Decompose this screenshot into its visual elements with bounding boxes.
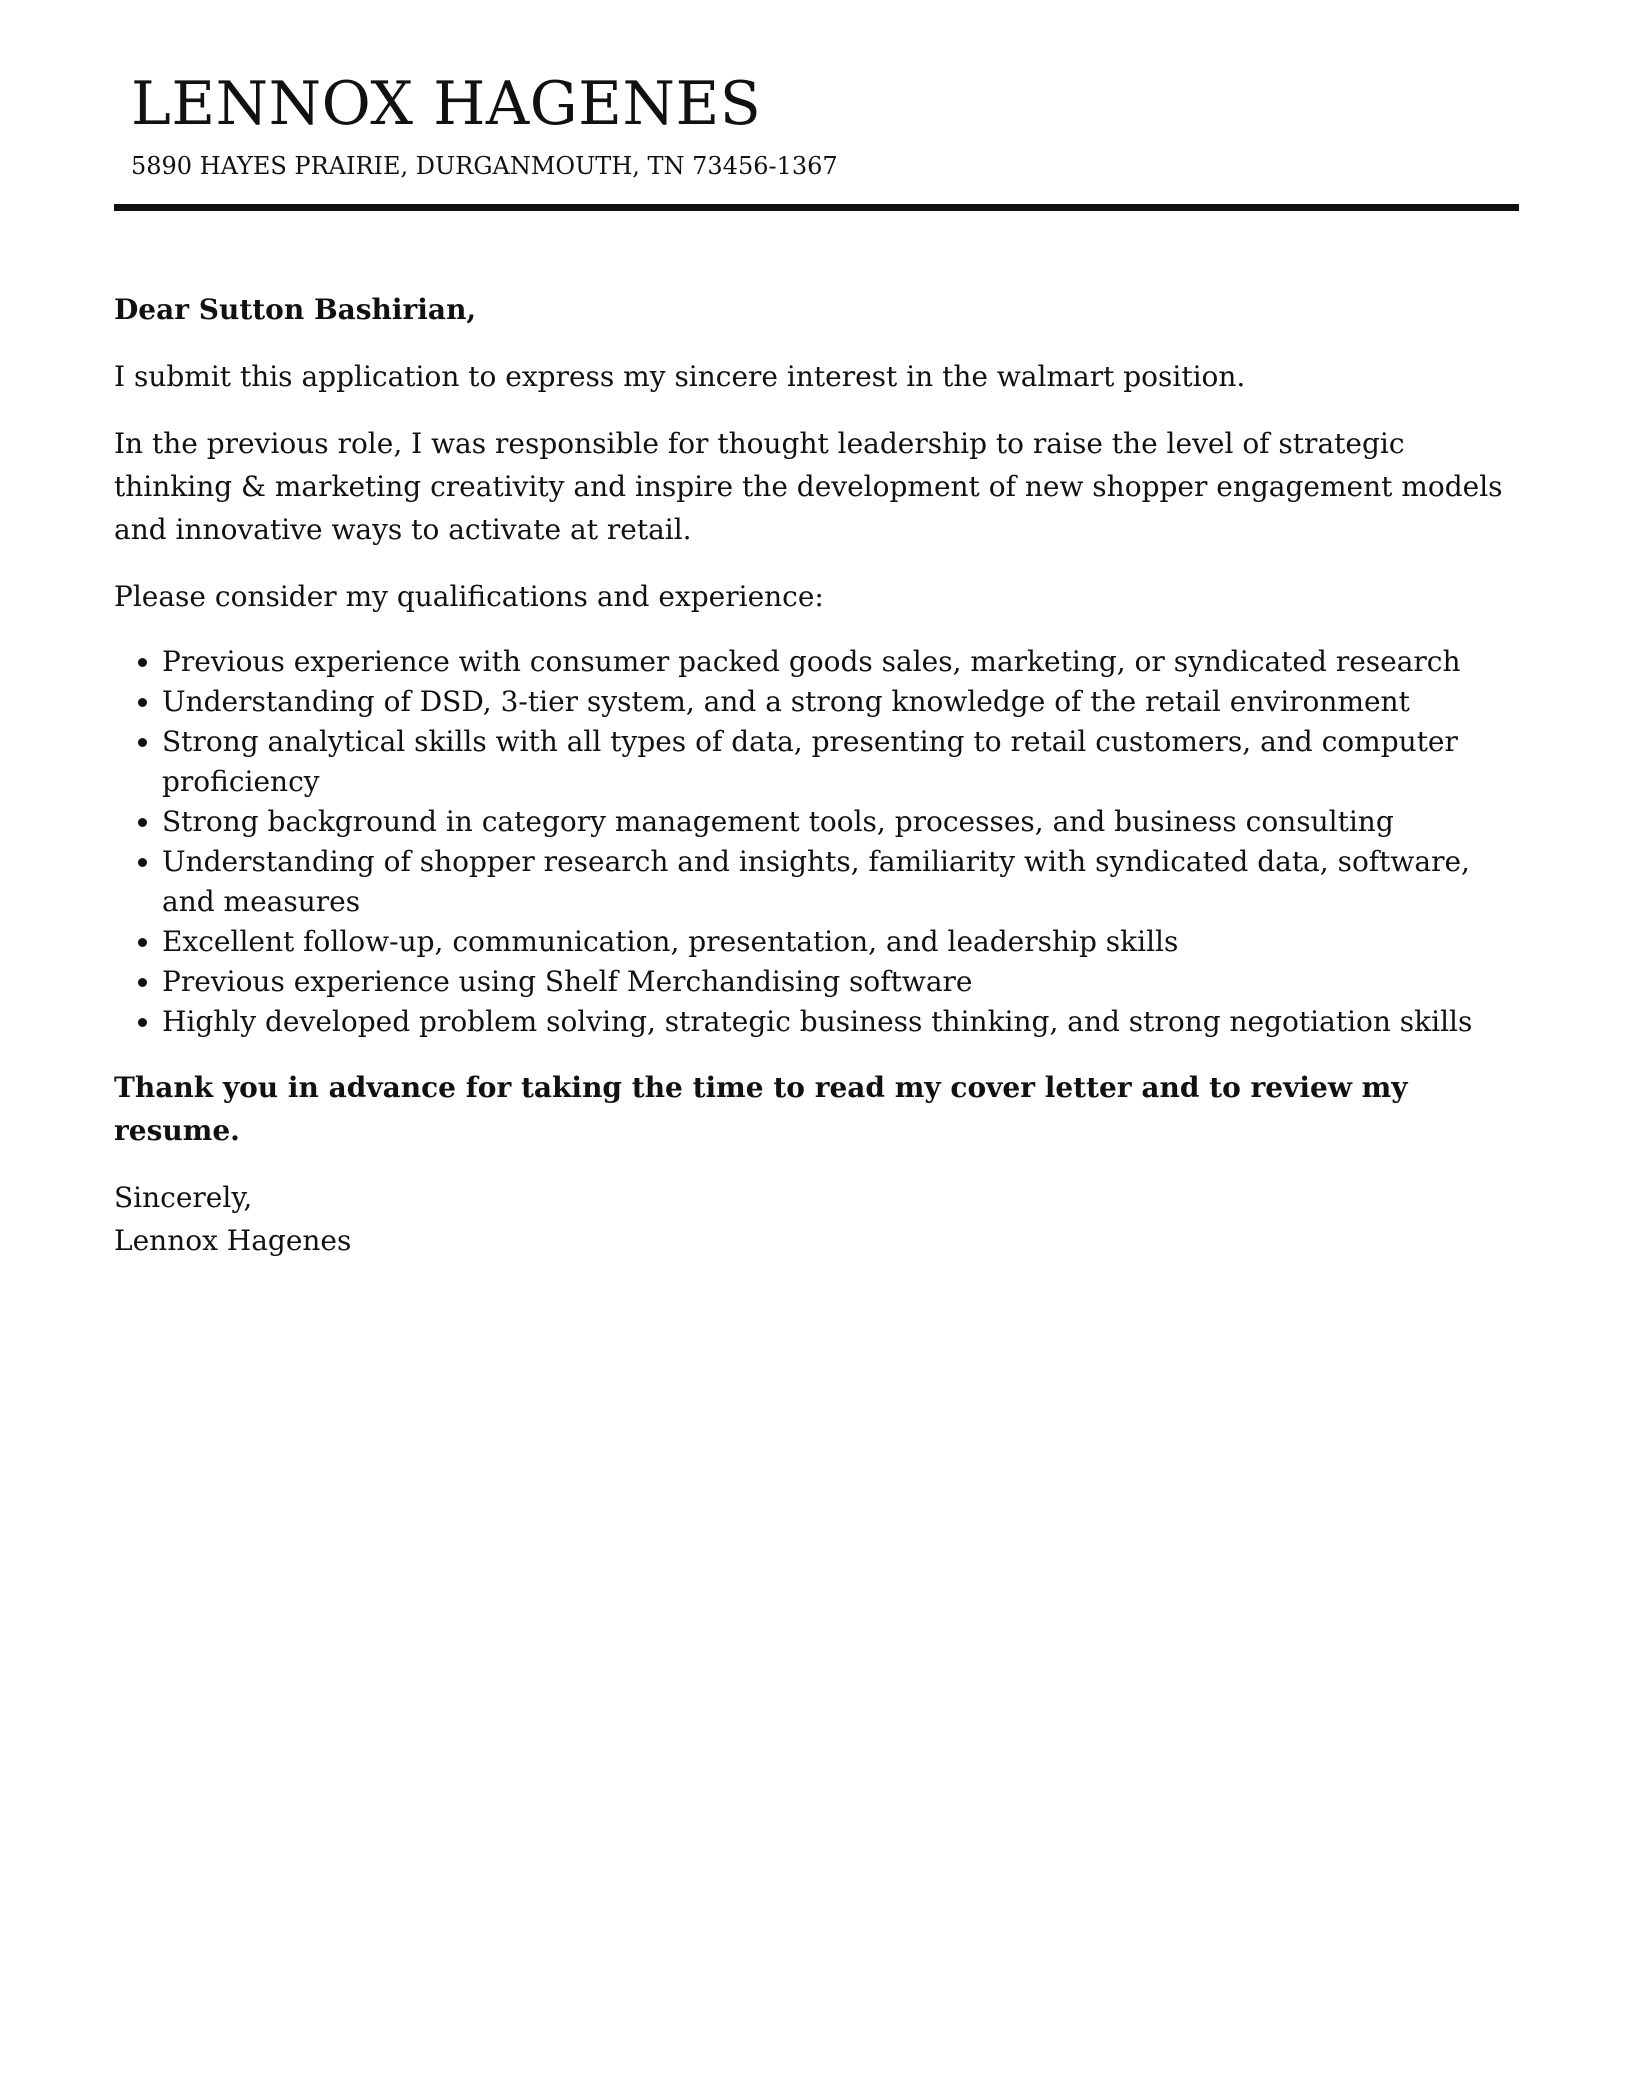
letter-header	[131, 68, 838, 182]
qualification-item: • Previous experience using Shelf Merchandising software	[162, 962, 1514, 1002]
qualifications-intro: Please consider my qualifications and experience:	[114, 580, 824, 613]
signoff: Sincerely,	[114, 1181, 253, 1214]
qualification-item: • Strong analytical skills with all types of data, presenting to retail customers, and computer proficiency	[162, 722, 1514, 802]
signature-name: Lennox Hagenes	[114, 1224, 352, 1257]
signoff-block	[114, 1176, 1514, 1262]
intro-paragraph: I submit this application to express my sincere interest in the walmart position.	[114, 360, 1246, 393]
greeting: Dear Sutton Bashirian,	[114, 293, 477, 326]
qualification-item: • Highly developed problem solving, strategic business thinking, and strong negotiation skills	[162, 1002, 1514, 1042]
qualification-item: • Understanding of DSD, 3-tier system, and a strong knowledge of the retail environment	[162, 682, 1514, 722]
header-divider	[114, 204, 1519, 211]
closing-paragraph: Thank you in advance for taking the time to read my cover letter and to review my resume.	[114, 1071, 1408, 1147]
qualification-item: • Strong background in category management tools, processes, and business consulting	[162, 802, 1514, 842]
applicant-address: 5890 HAYES PRAIRIE, DURGANMOUTH, TN 73456-1367	[131, 152, 838, 180]
qualification-item: • Excellent follow-up, communication, presentation, and leadership skills	[162, 922, 1514, 962]
qualification-item: • Understanding of shopper research and insights, familiarity with syndicated data, software, and measures	[162, 842, 1514, 922]
experience-paragraph: In the previous role, I was responsible for thought leadership to raise the level of strategic thinking & marketing creativity and inspire the development of new shopper engagement models and innovative ways to activate at retail.	[114, 427, 1503, 546]
qualification-item: • Previous experience with consumer packed goods sales, marketing, or syndicated research	[162, 642, 1514, 682]
qualifications-list	[114, 642, 1514, 1042]
applicant-name: LENNOX HAGENES	[131, 69, 762, 139]
letter-body	[114, 288, 1514, 1262]
